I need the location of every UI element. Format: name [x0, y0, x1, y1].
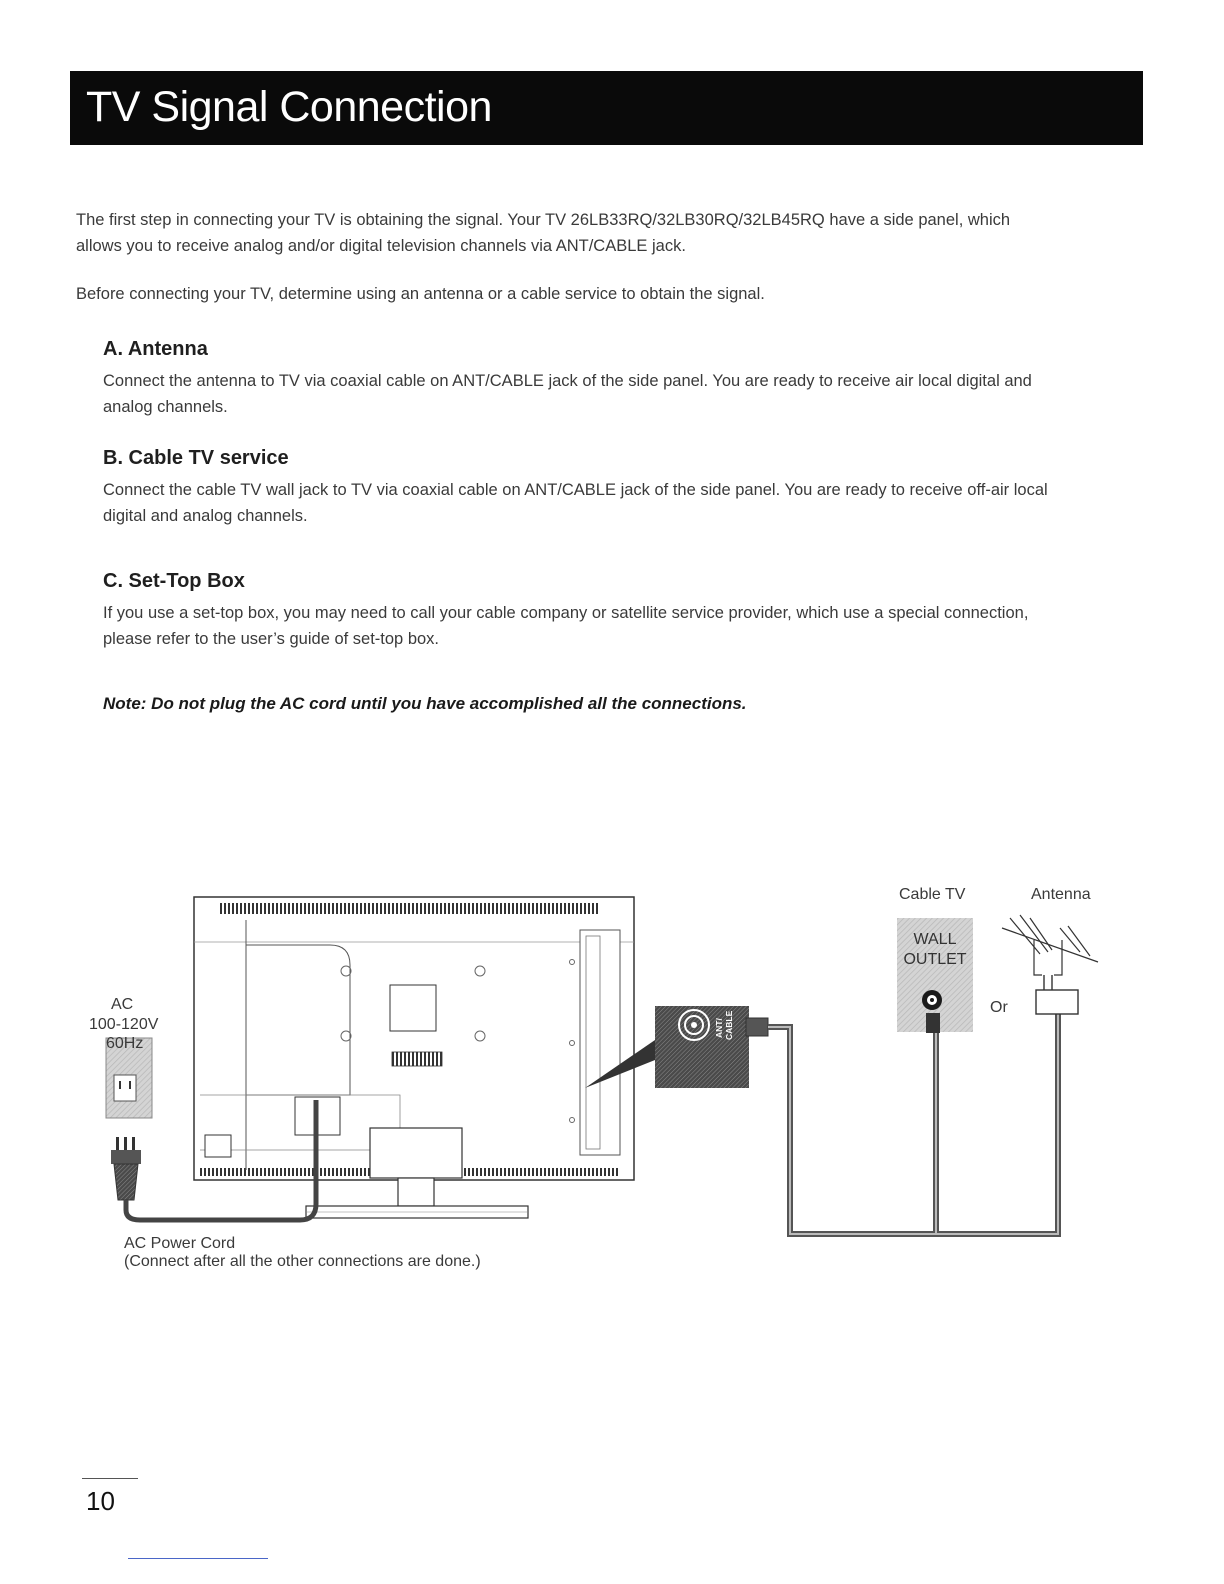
connection-note: Note: Do not plug the AC cord until you have accomplished all the connections.: [103, 694, 747, 713]
wall-outlet-label-line-1: WALL: [913, 931, 957, 948]
bottom-link-underline: [128, 1558, 268, 1559]
ac-label: AC: [111, 996, 134, 1013]
cable-tv-label: Cable TV: [899, 886, 966, 903]
section-antenna-line-2: analog channels.: [103, 398, 228, 416]
power-cord-note: (Connect after all the other connections are done.): [124, 1253, 481, 1270]
power-cord-label: AC Power Cord: [124, 1235, 236, 1252]
section-set-top-box-line-2: please refer to the user’s guide of set-top box.: [103, 630, 440, 648]
section-heading-cable-tv: B. Cable TV service: [103, 447, 289, 469]
section-cable-tv-line-2: digital and analog channels.: [103, 507, 308, 525]
warning-label: [392, 1052, 442, 1066]
page-number: 10: [86, 1486, 115, 1516]
jack-label-line-1: ANT/: [714, 1018, 724, 1038]
ant-cable-jack-callout: [655, 1006, 749, 1088]
coaxial-cable: [768, 1013, 1058, 1234]
section-antenna-line-1: Connect the antenna to TV via coaxial cable on ANT/CABLE jack of the side panel. You are ready to receive air local digital and: [103, 372, 1032, 390]
antenna-balun: [1036, 990, 1078, 1014]
page-number-rule: [82, 1478, 138, 1479]
jack-label-line-2: CABLE: [724, 1010, 734, 1040]
ac-voltage-label: 100-120V: [89, 1016, 159, 1033]
wall-outlet-connector: [926, 1013, 940, 1033]
ac-frequency-label: 60Hz: [106, 1035, 144, 1052]
antenna-label: Antenna: [1031, 886, 1091, 903]
section-cable-tv-line-1: Connect the cable TV wall jack to TV via coaxial cable on ANT/CABLE jack of the side panel. You are ready to receive off-air local: [103, 481, 1048, 499]
top-vent-grille: [220, 903, 600, 914]
ac-power-plug: [111, 1137, 141, 1200]
section-set-top-box-line-1: If you use a set-top box, you may need to call your cable company or satellite service provider, which use a special connection,: [103, 604, 1029, 622]
antenna-icon: [1002, 915, 1098, 975]
or-label: Or: [990, 999, 1008, 1016]
wall-outlet-label-line-2: OUTLET: [903, 951, 967, 968]
tv-back-panel: [194, 897, 634, 1218]
page-title: TV Signal Connection: [86, 83, 492, 131]
section-heading-set-top-box: C. Set-Top Box: [103, 570, 245, 592]
intro-paragraph-line-1: The first step in connecting your TV is obtaining the signal. Your TV 26LB33RQ/32LB30RQ/32LB45RQ have a side panel, which: [76, 211, 1011, 229]
intro-paragraph-line-2: allows you to receive analog and/or digital television channels via ANT/CABLE jack.: [76, 237, 686, 255]
intro-paragraph-2: Before connecting your TV, determine using an antenna or a cable service to obtain the signal.: [76, 285, 765, 303]
section-heading-antenna: A. Antenna: [103, 338, 208, 360]
coax-connector: [746, 1018, 768, 1036]
